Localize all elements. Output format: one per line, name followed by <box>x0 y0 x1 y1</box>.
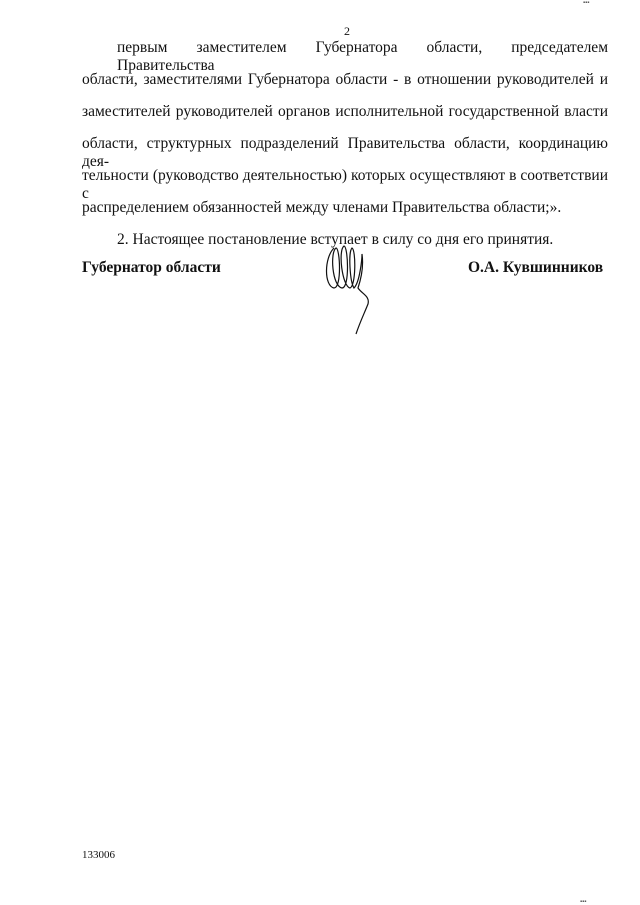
signatory-name: О.А. Кувшинников <box>468 259 604 276</box>
body-line: области, структурных подразделений Правительства области, координацию дея- <box>82 135 608 170</box>
body-line: распределением обязанностей между членами Правительства области;». <box>82 199 562 216</box>
signatory-position: Губернатор области <box>82 259 221 276</box>
document-code: 133006 <box>82 849 115 861</box>
scan-mark: ▪▪▪ <box>580 899 587 905</box>
body-line: заместителей руководителей органов исполнительной государственной власти <box>82 103 608 120</box>
handwritten-signature <box>320 238 380 338</box>
scan-mark: ▪▪▪ <box>583 0 590 6</box>
paragraph-2-text: 2. Настоящее постановление вступает в силу со дня его принятия. <box>117 231 554 248</box>
body-line: области, заместителями Губернатора области - в отношении руководителей и <box>82 71 608 88</box>
body-line: тельности (руководство деятельностью) которых осуществляют в соответствии с <box>82 167 608 202</box>
body-line: первым заместителем Губернатора области, председателем Правительства <box>117 39 608 74</box>
page-number: 2 <box>344 24 350 38</box>
